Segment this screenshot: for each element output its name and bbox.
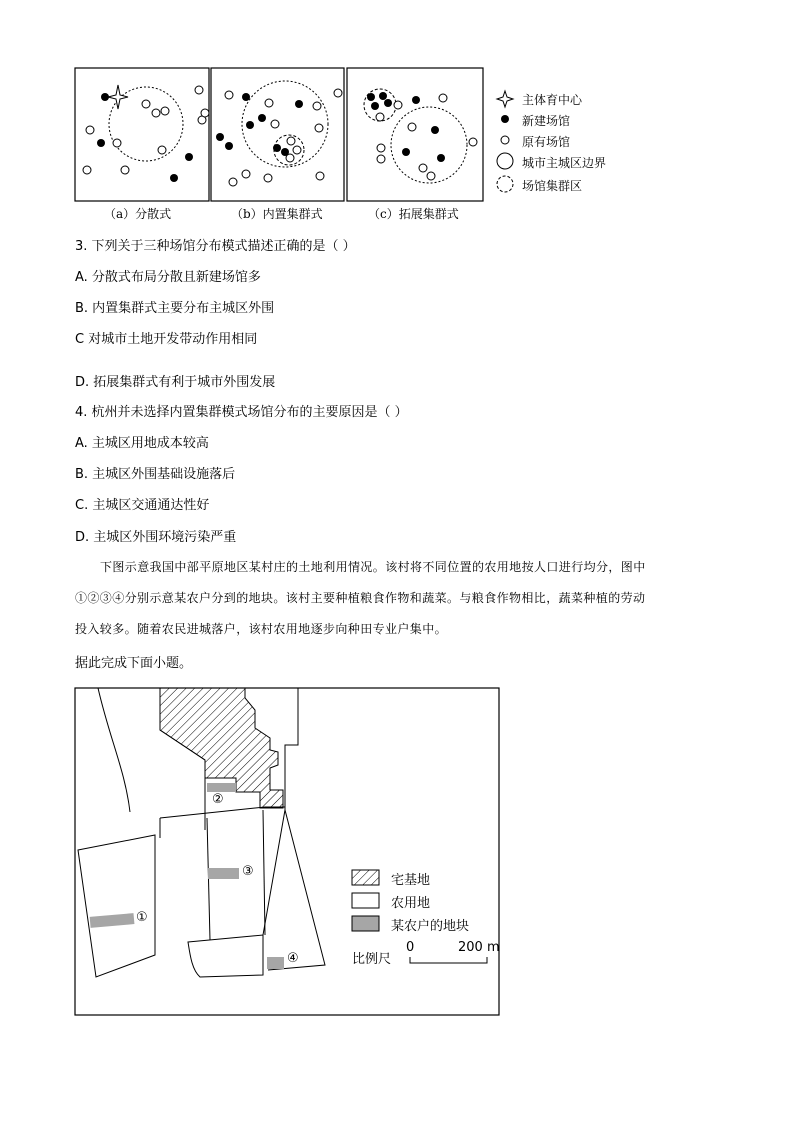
question-3-stem: 3. 下列关于三种场馆分布模式描述正确的是（ ） <box>75 239 356 254</box>
question-3-option-a: A. 分散式布局分散且新建场馆多 <box>75 270 261 285</box>
intro-line-2: ①②③④分别示意某农户分到的地块。该村主要种植粮食作物和蔬菜。与粮食作物相比，蔬菜种植的劳动 <box>75 591 646 605</box>
legend-farmland: 农用地 <box>391 896 431 911</box>
plot-3 <box>208 868 239 879</box>
scale-end: 200 m <box>458 940 500 955</box>
intro-line-1: 下图示意我国中部平原地区某村庄的土地利用情况。该村将不同位置的农用地按人口进行均分，图中 <box>100 560 646 574</box>
city-boundary-c <box>391 107 467 183</box>
legend-cluster-zone: 场馆集群区 <box>522 179 583 193</box>
caption-c: （c）拓展集群式 <box>368 207 459 221</box>
intro-line-3: 投入较多。随着农民进城落户，该村农用地逐步向种田专业户集中。 <box>75 622 448 636</box>
legend-main-center: 主体育中心 <box>522 93 583 107</box>
legend-farmer-plot: 某农户的地块 <box>391 919 470 934</box>
question-3-option-b: B. 内置集群式主要分布主城区外围 <box>75 301 275 316</box>
question-4-option-c: C. 主城区交通通达性好 <box>75 498 210 513</box>
legend-existing-venue: 原有场馆 <box>522 135 571 149</box>
legend-homestead: 宅基地 <box>391 873 431 888</box>
plot-label-2: ② <box>212 792 224 807</box>
question-3-option-c: C 对城市土地开发带动作用相同 <box>75 332 258 347</box>
scale-zero: 0 <box>406 940 415 955</box>
panel-a-dispersed <box>75 68 209 201</box>
instruction: 据此完成下面小题。 <box>75 656 193 671</box>
panel-c-expansion-cluster <box>347 68 483 201</box>
panel-b-internal-cluster <box>201 68 344 201</box>
scale-label: 比例尺 <box>352 952 392 967</box>
question-4-option-a: A. 主城区用地成本较高 <box>75 436 209 451</box>
plot-label-3: ③ <box>242 864 254 879</box>
main-sports-center-a <box>108 85 128 109</box>
question-4-stem: 4. 杭州并未选择内置集群模式场馆分布的主要原因是（ ） <box>75 405 408 420</box>
question-4-option-b: B. 主城区外围基础设施落后 <box>75 467 236 482</box>
plot-2 <box>207 783 236 792</box>
plot-label-4: ④ <box>287 951 299 966</box>
plot-1 <box>90 913 135 928</box>
caption-a: （a）分散式 <box>104 207 172 221</box>
question-4-option-d: D. 主城区外围环境污染严重 <box>75 530 237 545</box>
legend-city-boundary: 城市主城区边界 <box>522 156 607 170</box>
question-3-option-d: D. 拓展集群式有利于城市外围发展 <box>75 375 276 390</box>
caption-b: （b）内置集群式 <box>231 207 323 221</box>
plot-4 <box>267 957 284 969</box>
legend-new-venue: 新建场馆 <box>522 114 571 128</box>
legend-figure1 <box>497 91 513 192</box>
plot-label-1: ① <box>136 910 148 925</box>
